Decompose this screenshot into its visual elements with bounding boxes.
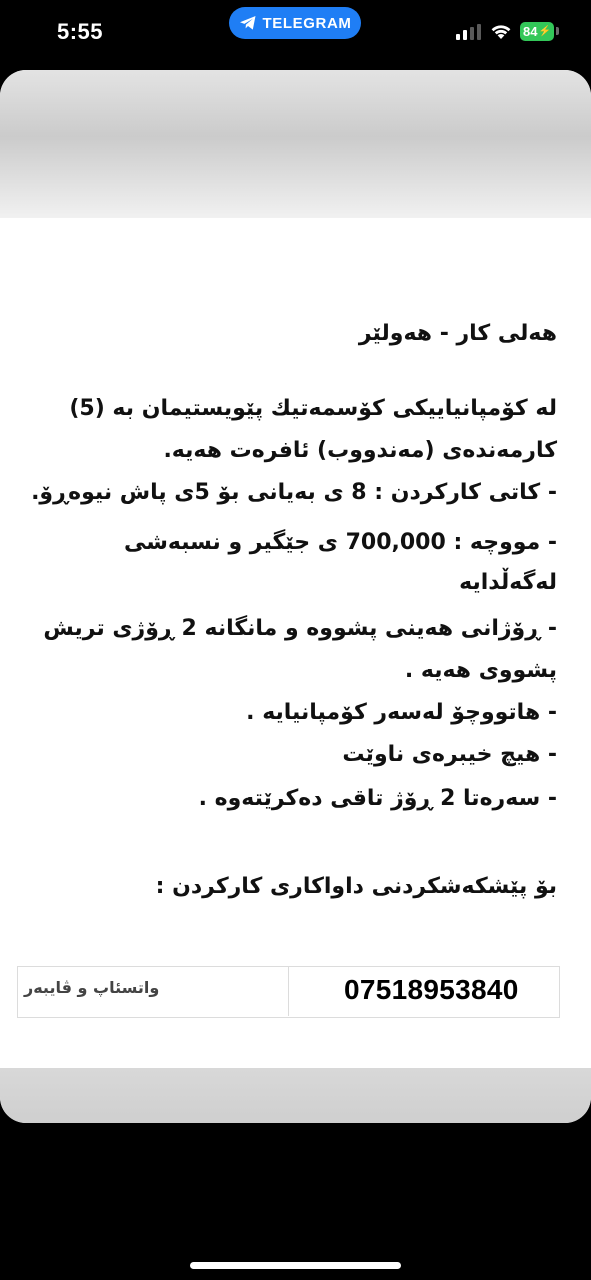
- telegram-icon: [239, 15, 257, 31]
- apply-instruction: بۆ پێشکەشکردنی داواکاری کارکردن :: [155, 874, 557, 899]
- post-line: لەگەڵدایە: [459, 570, 557, 595]
- image-bottom-shadow: [0, 1068, 591, 1123]
- post-line: لە کۆمپانیاییکی کۆسمەتیك پێویستیمان بە (5): [69, 396, 557, 421]
- contact-apps-label: واتسئاپ و ڤایبەر: [24, 978, 160, 997]
- wifi-icon: [490, 22, 512, 40]
- post-image-card[interactable]: [0, 70, 591, 1123]
- battery-level: 84: [523, 24, 538, 39]
- post-line: کارمەندەی (مەندووب) ئافرەت هەیە.: [163, 438, 557, 463]
- post-line: پشووی هەیە .: [404, 658, 557, 683]
- image-top-shadow: [0, 70, 591, 218]
- charging-bolt-icon: ⚡: [538, 26, 551, 37]
- contact-divider: [288, 966, 289, 1016]
- home-indicator[interactable]: [190, 1262, 401, 1269]
- telegram-label: TELEGRAM: [262, 14, 352, 32]
- battery-indicator: [520, 22, 554, 41]
- telegram-return-pill[interactable]: [229, 7, 361, 39]
- post-line: - هاتووچۆ لەسەر کۆمپانیایە .: [246, 700, 557, 725]
- phone-number: 07518953840: [344, 974, 519, 1005]
- status-time: 5:55: [57, 19, 104, 44]
- post-line: - هیچ خیبرەی ناوێت: [342, 742, 557, 767]
- post-line: - کاتی کارکردن : 8 ی بەیانی بۆ 5ی پاش نیوەڕۆ.: [31, 480, 557, 505]
- post-title: هەلی کار - هەولێر: [358, 321, 557, 346]
- post-line: - سەرەتا 2 ڕۆژ تاقی دەکرێتەوە .: [198, 786, 557, 811]
- post-line: - ڕۆژانی هەینی پشووە و مانگانە 2 ڕۆژی تریش: [43, 616, 557, 641]
- post-line: - مووچە : 700,000 ی جێگیر و نسبەشی: [123, 530, 557, 555]
- battery-tip: [556, 27, 559, 35]
- cellular-signal-icon: [456, 24, 482, 40]
- job-post-document: [0, 218, 591, 1068]
